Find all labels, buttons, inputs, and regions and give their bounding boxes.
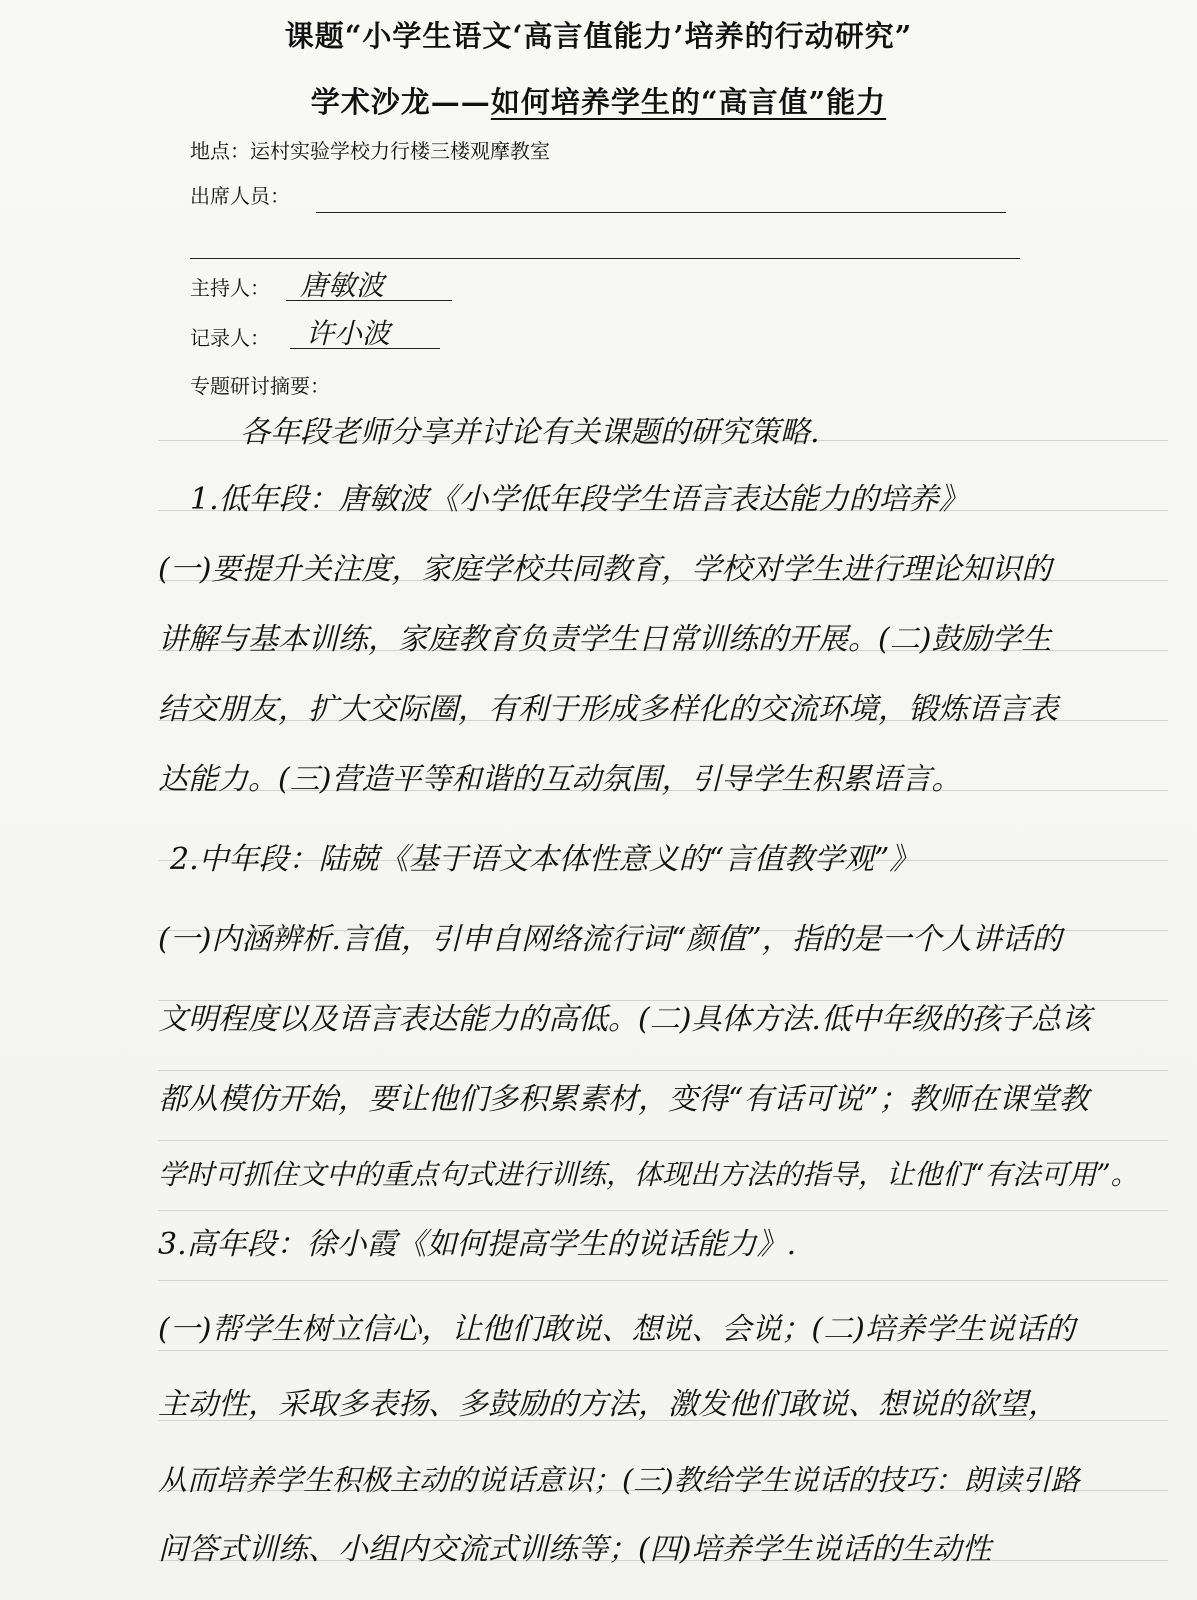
notes-line: 文明程度以及语言表达能力的高低。(二)具体方法.低中年级的孩子总该 [158,1002,1091,1037]
attendees-line-2 [190,258,1020,259]
ruled-line [158,1280,1168,1281]
document-subtitle [0,80,1197,121]
notes-line: 结交朋友，扩大交际圈，有利于形成多样化的交流环境，锻炼语言表 [158,692,1058,727]
notes-line: 达能力。(三)营造平等和谐的互动氛围，引导学生积累语言。 [158,762,962,797]
notes-line: 都从模仿开始，要让他们多积累素材，变得“有话可说”；教师在课堂教 [158,1082,1089,1117]
attendees-line-1 [316,212,1006,213]
notes-line: (一)要提升关注度，家庭学校共同教育，学校对学生进行理论知识的 [158,552,1052,587]
document-title: 课题“小学生语文‘高言值能力’培养的行动研究” [284,19,913,53]
location-field: 地点：运村实验学校力行楼三楼观摩教室 [190,139,550,163]
notes-line: 讲解与基本训练，家庭教育负责学生日常训练的开展。(二)鼓励学生 [158,622,1052,657]
notes-line: 主动性，采取多表扬、多鼓励的方法，激发他们敢说、想说的欲望， [158,1387,1058,1422]
subtitle-prefix: 学术沙龙—— [310,85,491,119]
host-label: 主持人： [190,276,270,300]
notes-section-high-grade: 3.高年段：徐小霞《如何提高学生的说话能力》. [158,1227,797,1262]
notes-line: 学时可抓住文中的重点句式进行训练，体现出方法的指导，让他们“有法可用”。 [158,1158,1139,1191]
notes-section-mid-grade: 2.中年段：陆兢《基于语文本体性意义的“言值教学观”》 [170,842,920,877]
notes-line: (一)帮学生树立信心，让他们敢说、想说、会说；(二)培养学生说话的 [158,1312,1075,1347]
notes-line: 从而培养学生积极主动的说话意识；(三)教给学生说话的技巧：朗读引路 [158,1463,1080,1497]
summary-label: 专题研讨摘要： [190,374,330,398]
notes-intro: 各年段老师分享并讨论有关课题的研究策略. [240,415,820,450]
subtitle-topic: 如何培养学生的“高言值”能力 [490,85,887,119]
host-line [286,300,452,301]
attendees-label: 出席人员： [190,184,290,208]
recorder-label: 记录人： [190,326,270,350]
recorder-line [290,348,440,349]
notes-section-low-grade: 1.低年段：唐敏波《小学低年段学生语言表达能力的培养》 [190,482,969,517]
host-signature: 唐敏波 [300,269,385,302]
notes-line: 问答式训练、小组内交流式训练等；(四)培养学生说话的生动性 [158,1532,992,1567]
recorder-signature: 许小波 [306,317,391,350]
notes-line: (一)内涵辨析.言值，引申自网络流行词“颜值”，指的是一个人讲话的 [158,922,1062,957]
